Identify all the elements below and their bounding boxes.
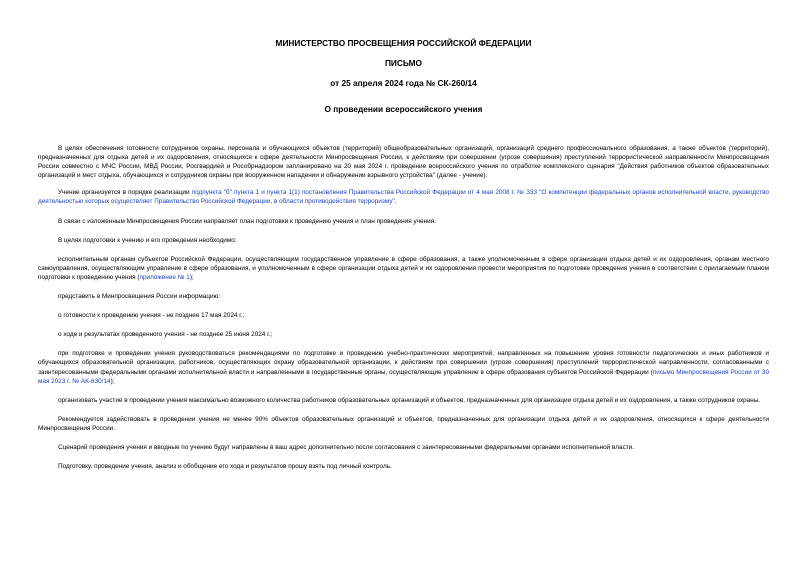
paragraph-2 (38, 188, 769, 206)
paragraph-6: представить в Минпросвещения России информацию: (58, 293, 221, 301)
paragraph-2-text: Учение организуется в порядке реализации (58, 189, 192, 197)
document-date-number: от 25 апреля 2024 года № СК-260/14 (330, 78, 477, 88)
paragraph-9 (38, 349, 769, 385)
paragraph-2-end: . (394, 198, 397, 206)
document-type: ПИСЬМО (384, 58, 423, 68)
paragraph-12: Сценарий проведения учения и вводные по учению будут направлены в ваш адрес дополнительно после согласования с заинтересованными федеральными органами исполнительной власти. (58, 443, 635, 451)
paragraph-8: о ходе и результатах проведенного учения - не позднее 25 июня 2024 г.; (58, 331, 273, 339)
paragraph-11: Рекомендуется задействовать в проведении учения не менее 90% объектов образовательных организаций и объектов, предназначенных для организации отдыха детей и их оздоровления, относящихся к сфере деятельности Минпросвещения России. (38, 415, 769, 432)
paragraph-4: В целях подготовки к учению и его проведения необходимо: (58, 236, 237, 244)
ministry-letter-link[interactable]: письмо Минпросвещения России от 30 мая 2023 г. № АК-630/14 (38, 368, 770, 385)
ministry-title: МИНИСТЕРСТВО ПРОСВЕЩЕНИЯ РОССИЙСКОЙ ФЕДЕРАЦИИ (275, 38, 532, 48)
appendix-1-link[interactable]: приложение № 1 (139, 273, 190, 281)
document-subject: О проведении всероссийского учения (324, 104, 483, 114)
paragraph-13: Подготовку, проведение учения, анализ и обобщение его хода и результатов прошу взять под личный контроль. (58, 463, 392, 471)
paragraph-5 (38, 255, 769, 282)
paragraph-5-text: исполнительным органам субъектов Российской Федерации, осуществляющим государственное управление в сфере образования, а также уполномоченным в сфере организации отдыха детей и их оздоровления, органам местного самоуправления, осуществляющим управление в сфере образования, и уполномоченным в сфере организации отдыха детей и их оздоровления провести мероприятия по подготовке проведения учения в соответствии с прилагаемым планом подготовки к проведению учения ( (38, 255, 769, 281)
decree-link[interactable]: подпункта "б" пункта 1 и пункта 1(1) постановления Правительства Российской Федерации от 4 мая 2008 г. № 333 "О компетенции федеральных органов исполнительной власти, руководство деятельностью которых осуществляет Правительство Российской Федерации, в области противодействия терроризму" (38, 189, 769, 206)
paragraph-10: организовать участие в проведении учения максимально возможного количества работников образовательных организаций и объектов, предназначенных для организации отдыха детей и их оздоровления, а также сотрудников охраны. (58, 396, 761, 404)
paragraph-1: В целях обеспечения готовности сотрудников охраны, персонала и обучающихся объектов (территорий) общеобразовательных организаций, организаций среднего профессионального образования, а также объектов (территорий), предназначенных для отдыха детей и их оздоровления, относящихся к сфере деятельности Минпросвещения России, к действиям при совершении (угрозе совершения) преступлений террористической направленности Минпросвещения России совместно с МЧС России, МВД России, Росгвардией и Рособрнадзором запланировано на 20 мая 2024 г. проведение всероссийского учения по отработке комплексного сценария "Действия работников объектов образовательных организаций и мест отдыха, обучающихся и сотрудников охраны при вооруженном нападении и обнаружении взрывного устройства" (далее - учение). (38, 145, 769, 180)
paragraph-9-text: при подготовке и проведении учения руководствоваться рекомендациями по подготовке и проведению учебно-практических мероприятий, направленных на повышение уровня готовности педагогических и иных работников и обучающихся образовательной организации, работников, осуществляющих охрану образовательной организации, к действиям при совершении (угрозе совершения) преступлений террористической направленности, согласованными с заинтересованными федеральными органами исполнительной власти и направленными в государственные органы, осуществляющие управление в сфере образования субъектов Российской Федерации ( (38, 350, 769, 376)
paragraph-5-end: ); (189, 273, 194, 281)
paragraph-7: о готовности к проведению учения - не позднее 17 мая 2024 г.; (58, 312, 245, 320)
paragraph-9-end: ); (110, 377, 115, 385)
paragraph-3: В связи с изложенным Минпросвещения России направляет план подготовки к проведению учения и план проведения учения. (58, 217, 436, 225)
